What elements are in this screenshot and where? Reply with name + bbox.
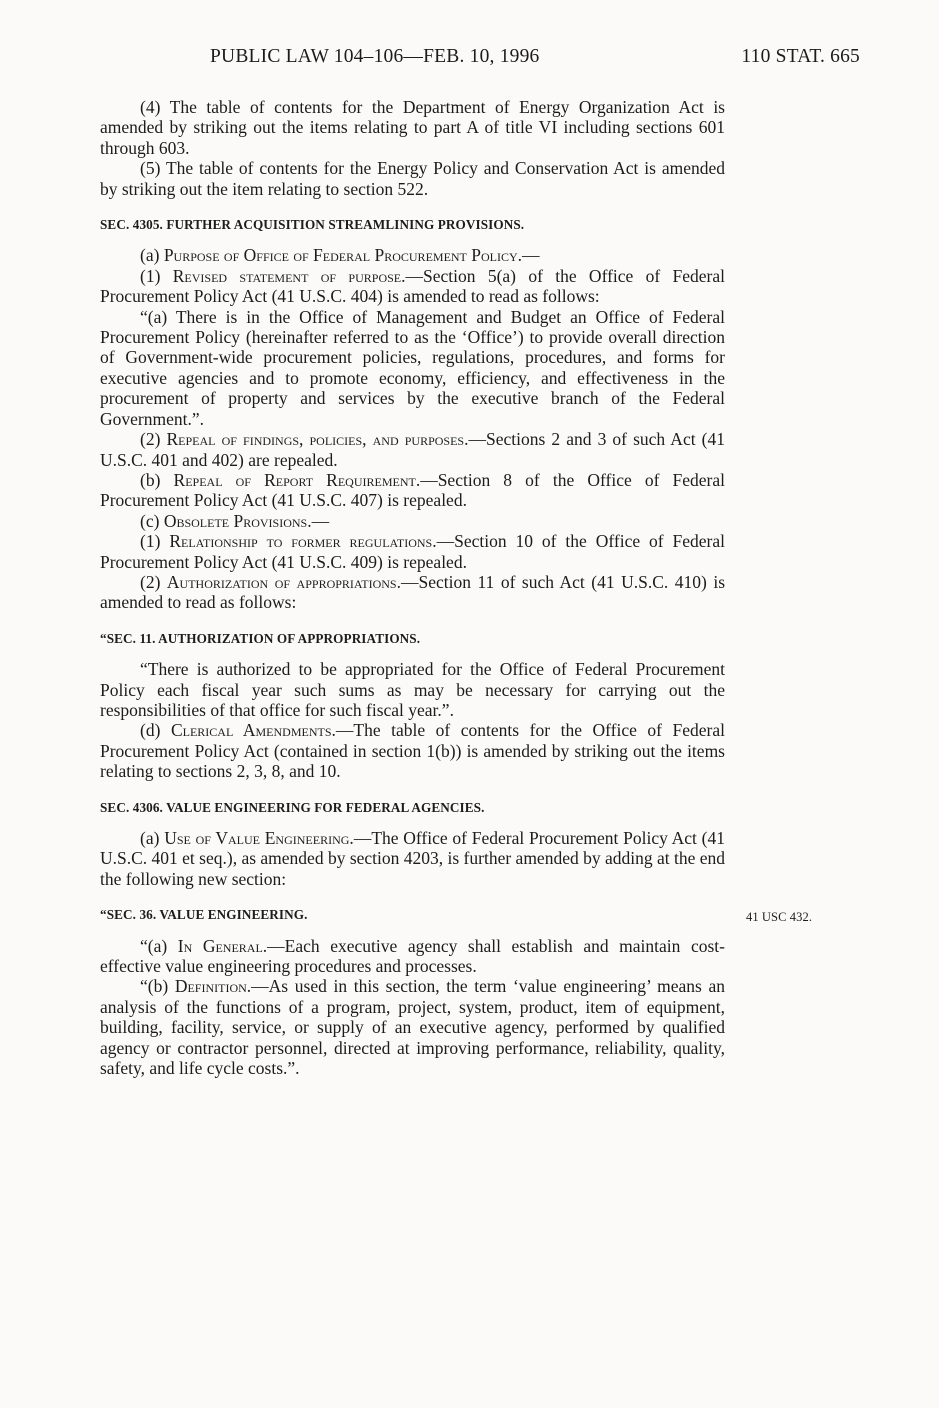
page-number: 110 STAT. 665 (741, 46, 860, 67)
section-36-heading: “SEC. 36. VALUE ENGINEERING. (100, 907, 308, 923)
section-36-a-text: —Each executive agency shall establish and maintain cost-effective value engineering procedures and processes. (100, 935, 725, 977)
section-4305-heading: SEC. 4305. FURTHER ACQUISITION STREAMLINING PROVISIONS. (100, 217, 525, 233)
paragraph-a1-label: (1) (140, 265, 173, 286)
paragraph-c1-text: —Section 10 of the Office of Federal Procurement Policy Act (41 U.S.C. 409) is repealed. (100, 531, 725, 572)
section-36-subsection-b (100, 976, 725, 1078)
paragraph-a2 (100, 429, 725, 470)
subsection-d-label: (d) (140, 720, 171, 741)
subsection-c-caption: Obsolete Provisions.— (163, 510, 330, 531)
section-36-subsection-a (100, 936, 725, 977)
subsection-d (100, 720, 725, 781)
section-4306-a-label: (a) (140, 828, 165, 848)
subsection-a-caption: Purpose of Office of Federal Procurement Policy.— (163, 245, 540, 266)
paragraph-a2-text: —Sections 2 and 3 of such Act (41 U.S.C. 401 and 402) are repealed. (100, 429, 725, 470)
paragraph-c1 (100, 531, 725, 572)
quoted-purpose-text: “(a) There is in the Office of Management and Budget an Office of Federal Procurement Policy (hereinafter referred to as the ‘Office’) to provide overall direction of Government-wide procurement policies, regulations, procedures, and forms for executive agencies and to promote economy, efficiency, and effectiveness in the procurement of property and services by the executive branch of the Federal Government.”. (100, 306, 725, 429)
subsection-b-label: (b) (140, 469, 174, 490)
subsection-a (100, 245, 725, 265)
paragraph-a2-label: (2) (140, 429, 167, 450)
section-4306-heading: SEC. 4306. VALUE ENGINEERING FOR FEDERAL AGENCIES. (100, 799, 485, 815)
paragraph-c2-caption: Authorization of appropriations. (166, 571, 401, 592)
section-36-b-label: “(b) (140, 976, 175, 997)
section-36-a-label: “(a) (140, 935, 178, 956)
subsection-c-label: (c) (140, 510, 164, 531)
section-4306-a-text: —The Office of Federal Procurement Policy Act (41 U.S.C. 401 et seq.), as amended by section 4203, is further amended by adding at the end the following new section: (100, 828, 725, 889)
page-body (100, 97, 813, 1079)
paragraph-a1 (100, 266, 725, 307)
subsection-d-text: —The table of contents for the Office of Federal Procurement Policy Act (contained in section 1(b)) is amended by striking out the items relating to sections 2, 3, 8, and 10. (100, 720, 725, 782)
section-36-b-text: —As used in this section, the term ‘value engineering’ means an analysis of the functions of a program, project, system, product, item of equipment, building, facility, service, or supply of an executive agency, performed by qualified agency or contractor personnel, directed at improving performance, reliability, quality, safety, and life cycle costs.”. (100, 976, 725, 1079)
section-4306-a-caption: Use of Value Engineering. (164, 828, 354, 848)
paragraph-c2-label: (2) (140, 571, 167, 592)
subsection-b-text: —Section 8 of the Office of Federal Procurement Policy Act (41 U.S.C. 407) is repealed. (100, 469, 726, 511)
section-11-heading: “SEC. 11. AUTHORIZATION OF APPROPRIATIONS. (100, 630, 421, 646)
section-36-a-caption: In General. (177, 935, 268, 956)
section-11-text: “There is authorized to be appropriated for the Office of Federal Procurement Policy each fiscal year such sums as may be necessary for carrying out the responsibilities of that office for such fiscal year.”. (100, 659, 725, 720)
usc-margin-note: 41 USC 432. (746, 910, 813, 925)
paragraph-5: (5) The table of contents for the Energy Policy and Conservation Act is amended by striking out the item relating to section 522. (100, 158, 725, 199)
paragraph-a1-text: —Section 5(a) of the Office of Federal Procurement Policy Act (41 U.S.C. 404) is amended to read as follows: (100, 265, 726, 307)
section-36-heading-row (100, 905, 813, 925)
section-36-b-caption: Definition. (174, 976, 252, 997)
running-head-title: PUBLIC LAW 104–106—FEB. 10, 1996 (210, 46, 540, 67)
subsection-d-caption: Clerical Amendments. (170, 720, 336, 741)
subsection-c (100, 511, 725, 531)
page-header (100, 46, 860, 76)
paragraph-c1-label: (1) (140, 531, 170, 552)
section-4306-subsection-a (100, 828, 725, 889)
paragraph-c1-caption: Relationship to former regulations. (169, 531, 437, 552)
paragraph-c2 (100, 572, 725, 613)
paragraph-4: (4) The table of contents for the Department of Energy Organization Act is amended by striking out the items relating to part A of title VI including sections 601 through 603. (100, 97, 725, 158)
subsection-b-caption: Repeal of Report Requirement. (173, 469, 421, 490)
subsection-b (100, 470, 725, 511)
paragraph-c2-text: —Section 11 of such Act (41 U.S.C. 410) is amended to read as follows: (100, 571, 726, 613)
paragraph-a2-caption: Repeal of findings, policies, and purposes. (166, 429, 469, 450)
subsection-a-label: (a) (140, 245, 164, 266)
paragraph-a1-caption: Revised statement of purpose. (172, 265, 406, 286)
